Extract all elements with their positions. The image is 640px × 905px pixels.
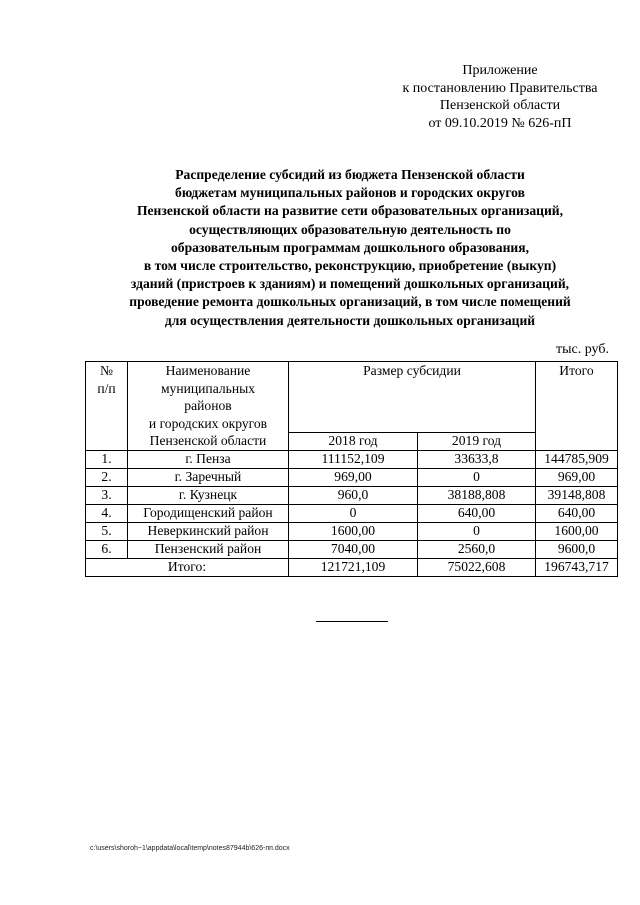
table-row (86, 469, 618, 487)
header-num (86, 362, 128, 451)
row-2018: 1600,00 (289, 523, 418, 541)
totals-2018: 121721,109 (289, 559, 418, 577)
row-num: 3. (86, 487, 128, 505)
row-2018: 111152,109 (289, 451, 418, 469)
header-num-line: п/п (97, 380, 116, 396)
row-num: 4. (86, 505, 128, 523)
totals-2019: 75022,608 (418, 559, 536, 577)
header-year-2018: 2018 год (289, 433, 418, 451)
totals-row (86, 559, 618, 577)
row-2019: 2560,0 (418, 541, 536, 559)
title-line: образовательным программам дошкольного образования, (170, 239, 530, 255)
row-total: 144785,909 (536, 451, 618, 469)
separator-line (316, 621, 388, 622)
row-2018: 960,0 (289, 487, 418, 505)
row-2019: 0 (418, 469, 536, 487)
row-total: 39148,808 (536, 487, 618, 505)
appendix-block (376, 62, 624, 132)
totals-label: Итого: (86, 559, 289, 577)
row-total: 969,00 (536, 469, 618, 487)
title-line: бюджетам муниципальных районов и городских округов (175, 185, 525, 201)
title-line: Пензенской области на развитие сети образовательных организаций, (136, 203, 564, 219)
header-name (128, 362, 289, 451)
title-line: зданий (пристроев к зданиям) и помещений дошкольных организаций, (130, 276, 570, 292)
header-total: Итого (536, 362, 618, 451)
row-2019: 0 (418, 523, 536, 541)
title-line: для осуществления деятельности дошкольных организаций (164, 312, 536, 328)
title-line: в том числе строительство, реконструкцию, приобретение (выкуп) (143, 258, 557, 274)
appendix-line: от 09.10.2019 № 626-пП (428, 115, 572, 131)
table-row (86, 451, 618, 469)
subsidy-table (85, 361, 618, 577)
header-name-line: районов (184, 398, 232, 413)
row-2019: 640,00 (418, 505, 536, 523)
row-total: 1600,00 (536, 523, 618, 541)
header-name-line: Наименование (165, 363, 251, 378)
header-name-line: и городских округов (148, 415, 268, 431)
appendix-line: к постановлению Правительства (402, 80, 598, 96)
row-num: 5. (86, 523, 128, 541)
row-name: г. Пенза (128, 451, 289, 469)
row-2019: 38188,808 (418, 487, 536, 505)
row-2018: 7040,00 (289, 541, 418, 559)
file-path-footer: c:\users\shoroh~1\appdata\local\temp\notes87944b\626-пп.docx (90, 845, 290, 852)
table-header-row (86, 362, 618, 433)
row-total: 9600,0 (536, 541, 618, 559)
row-name: Пензенский район (128, 541, 289, 559)
row-2018: 0 (289, 505, 418, 523)
row-name: г. Заречный (128, 469, 289, 487)
row-num: 2. (86, 469, 128, 487)
row-2018: 969,00 (289, 469, 418, 487)
header-num-line: № (100, 363, 113, 378)
row-name: Неверкинский район (128, 523, 289, 541)
title-line: Распределение субсидий из бюджета Пензенской области (175, 167, 525, 182)
header-subsidy: Размер субсидии (289, 362, 536, 433)
row-name: г. Кузнецк (128, 487, 289, 505)
header-name-line: Пензенской области (149, 433, 267, 448)
row-num: 6. (86, 541, 128, 559)
header-year-2019: 2019 год (418, 433, 536, 451)
appendix-line: Приложение (462, 63, 538, 78)
row-num: 1. (86, 451, 128, 469)
units-label: тыс. руб. (556, 342, 609, 357)
table-row (86, 541, 618, 559)
totals-total: 196743,717 (536, 559, 618, 577)
document-title (60, 166, 640, 330)
row-2019: 33633,8 (418, 451, 536, 469)
table-row (86, 523, 618, 541)
table-row (86, 487, 618, 505)
row-total: 640,00 (536, 505, 618, 523)
appendix-line: Пензенской области (439, 98, 561, 113)
title-line: проведение ремонта дошкольных организаций, в том числе помещений (129, 294, 571, 310)
title-line: осуществляющих образовательную деятельность по (189, 221, 511, 237)
table-row (86, 505, 618, 523)
header-name-line: муниципальных (160, 380, 256, 396)
row-name: Городищенский район (128, 505, 289, 523)
